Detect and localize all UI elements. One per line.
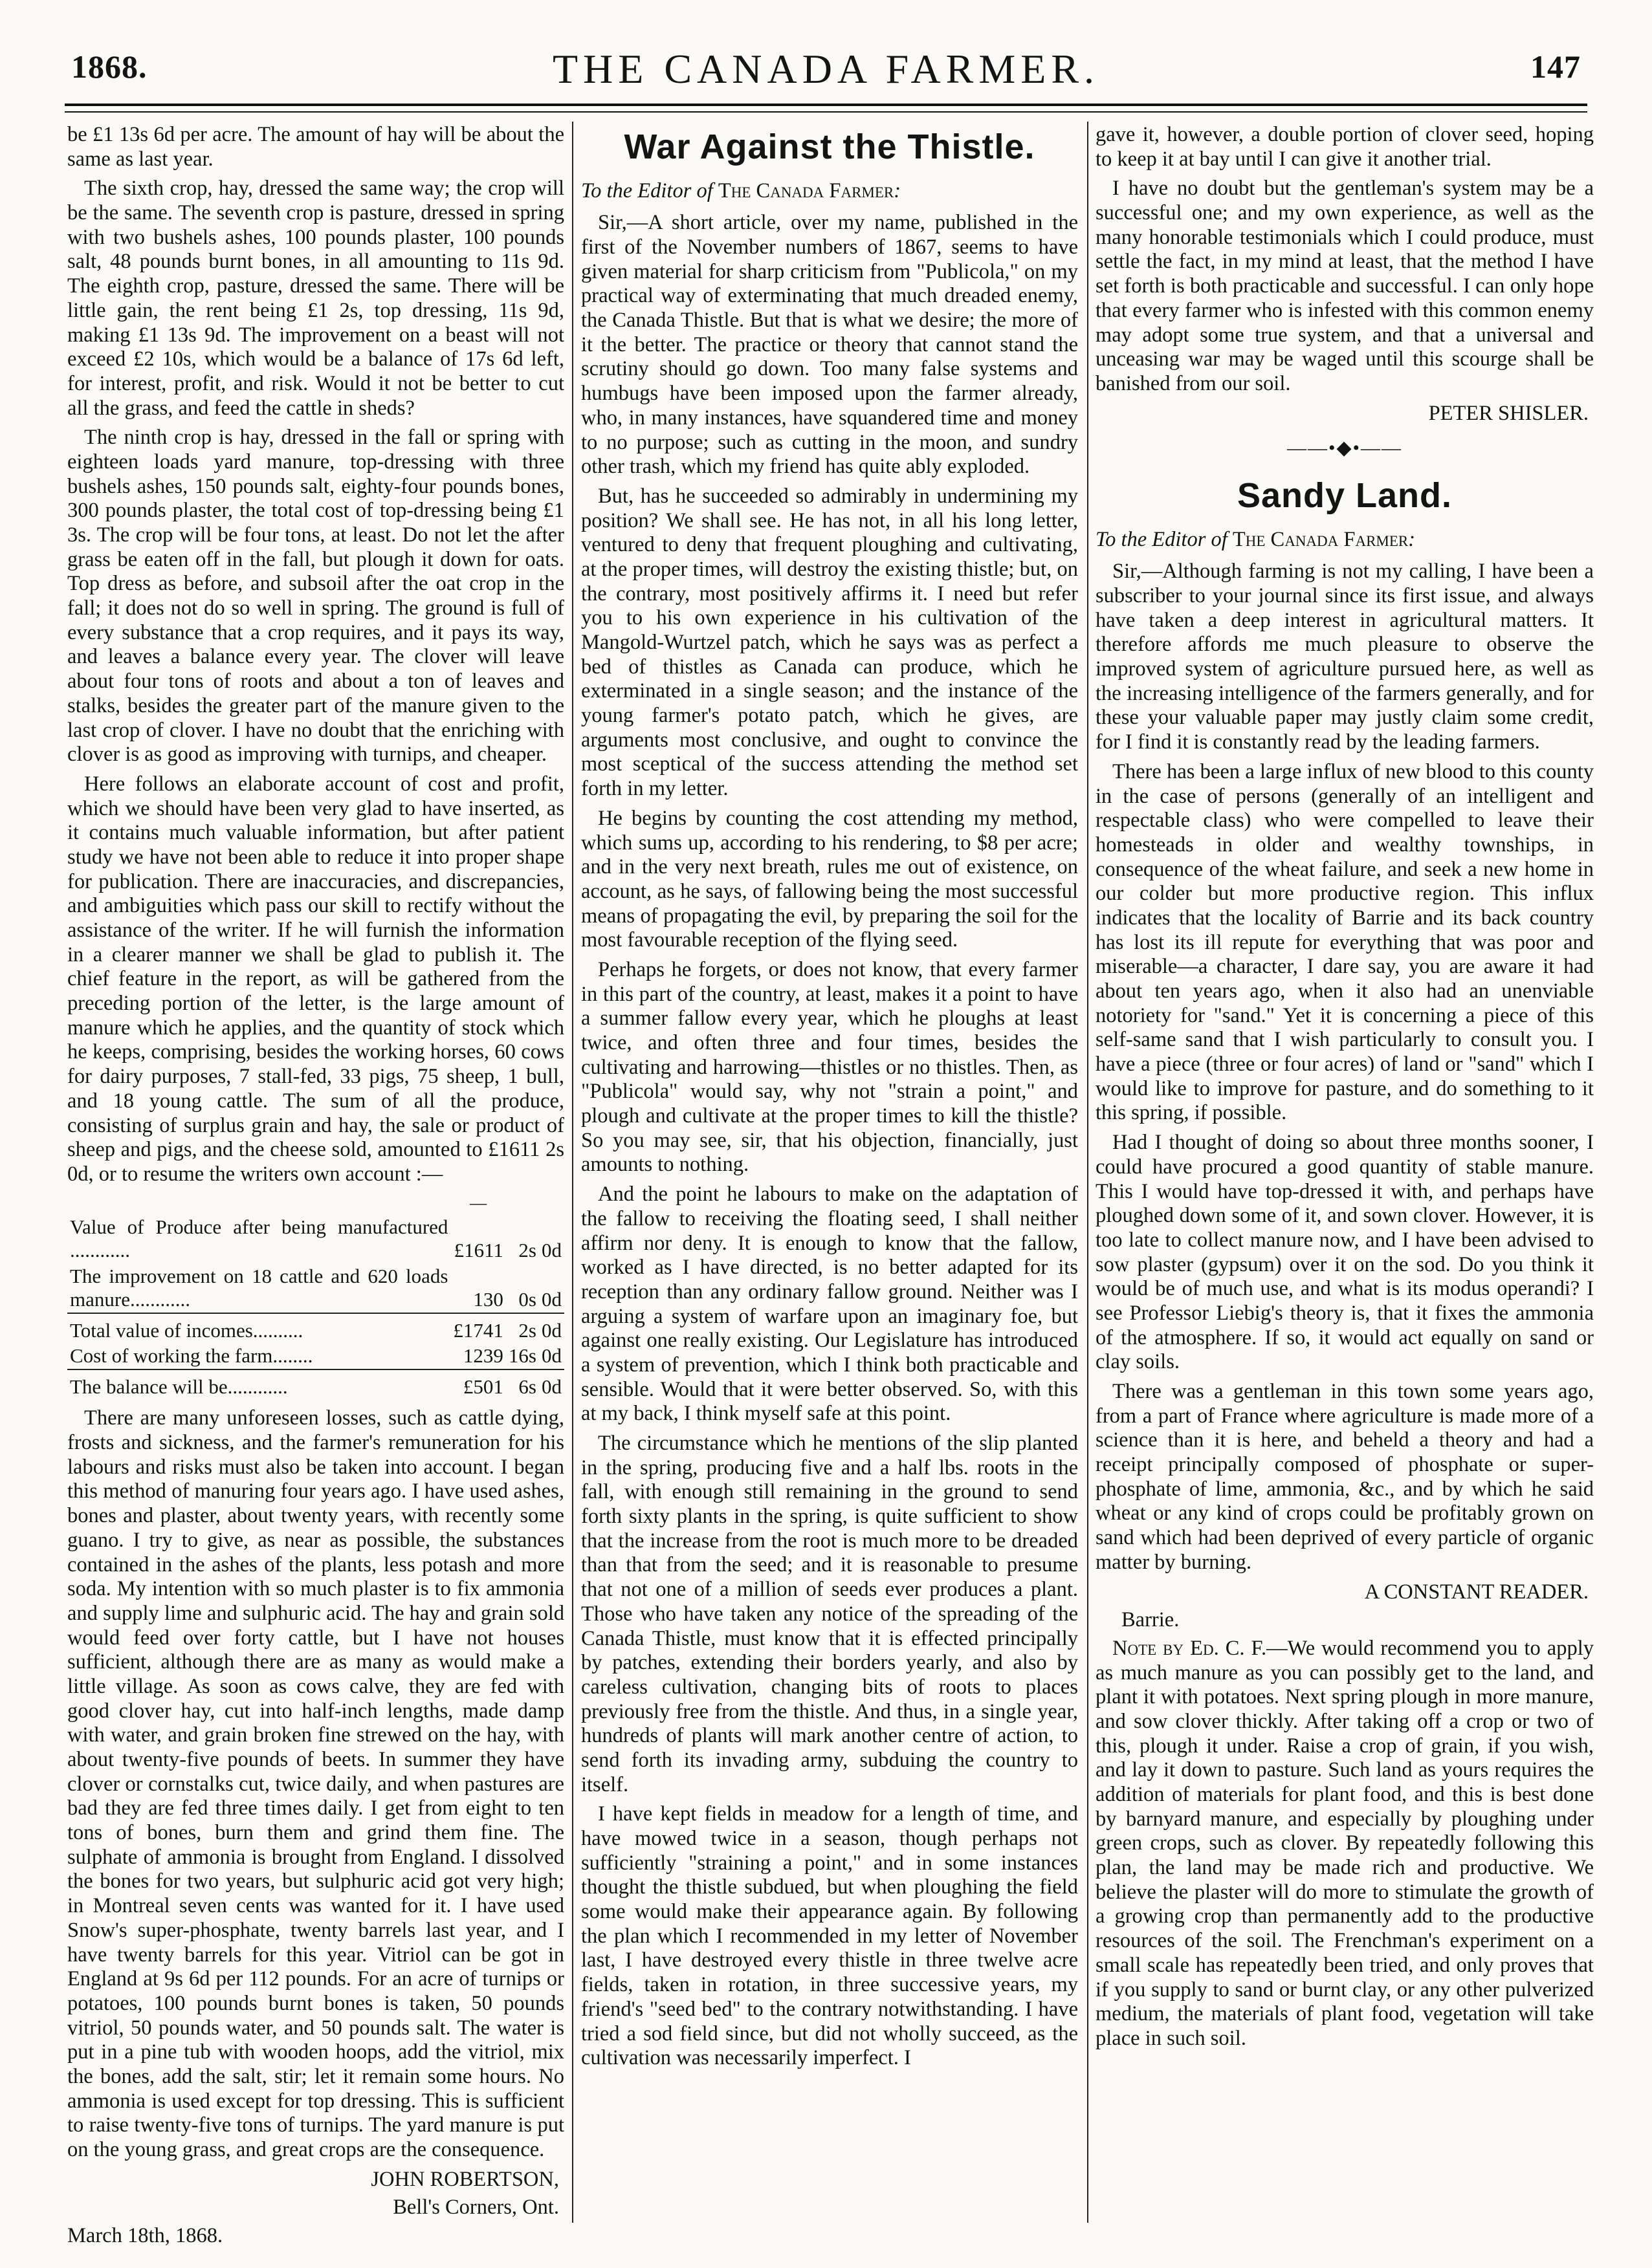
paragraph: Sir,—A short article, over my name, published in the first of the November numbers of 1867, seems to have given material for sharp criticism from "Publicola," on my practical way of exterminating that much dreaded enemy, the Canada Thistle. But that is what we desire; the more of it the better. The practice or theory that cannot stand the scrutiny should go down. Too many false systems and humbugs have been imposed upon the farmer already, who, in many instances, have squandered time and money to no purpose; such as cutting in the moon, and sundry other trash, which my friend has quite ably exploded.	[581, 211, 1078, 479]
paragraph: I have no doubt but the gentleman's system may be a successful one; and my own experience, as well as the many honorable testimonials which I could produce, must settle the fact, in my mind at least, that the method I have set forth is both practicable and successful. I can only hope that every farmer who is infested with this common enemy may adopt some true system, and that a universal and unceasing war may be waged until this scourge shall be banished from our soil.	[1096, 177, 1594, 395]
paragraph: Sir,—Although farming is not my calling, I have been a subscriber to your journal since its first issue, and always have taken a deep interest in agricultural matters. It therefore affords me much pleasure to observe the improved system of agriculture pursued here, as well as the increasing intelligence of the farmers generally, and for these your valuable paper may justly claim some credit, for I find it is constantly read by the leading farmers.	[1096, 560, 1594, 754]
row-label: The balance will be............	[67, 1369, 450, 1400]
shillings-cell: 2s	[506, 1313, 539, 1344]
paper-name: The Canada Farmer	[1232, 527, 1409, 551]
column-divider	[1087, 122, 1088, 2223]
column-2	[581, 123, 1078, 2229]
paragraph: And the point he labours to make on the adaptation of the fallow to receiving the floating seed, I shall neither affirm nor deny. It is enough to know that the fallow, worked as I have directed, is no better adapted for its reception than any ordinary fallow ground. Neither was I arguing a system of warfare upon an imaginary foe, but against one really existing. Our Legislature has introduced a system of prevention, which I think both practicable and sensible. Would that it were better observed. So, with this at my back, I think myself safe at this point.	[581, 1183, 1078, 1426]
issue-year: 1868.	[71, 49, 148, 85]
paragraph: He begins by counting the cost attending my method, which sums up, according to his rendering, to $8 per acre; and in the very next breath, rules me out of existence, on account, as he says, of fallowing being the most successful means of propagating the evil, by preparing the soil for the most favourable reception of the flying seed.	[581, 806, 1078, 952]
masthead	[65, 45, 1587, 97]
paper-name: The Canada Farmer	[718, 179, 894, 202]
column-divider	[572, 122, 573, 2223]
salutation-suffix: :	[1408, 527, 1416, 551]
note-text: —We would recommend you to apply as much manure as you can possibly get to the land, and plant it with potatoes. Next spring plough in more manure, and sow clover thickly. After taking off a crop or two of this, plough it under. Raise a crop of grain, if you wish, and lay it down to pasture. Such land as yours requires the addition of materials for plant food, and this is best done by barnyard manure, and especially by ploughing under green crops, such as clover. By repeatedly following this plan, the land may be made rich and productive. We believe the plaster will do more to stimulate the growth of a growing crop than permanently add to the productive resources of the soil. The Frenchman's experiment on a small scale has repeatedly been tried, and only proves that if you supply to sand or burnt clay, or any other pulverized medium, the materials of plant food, vegetation will take place in such soil.	[1096, 1636, 1594, 2050]
column-1	[67, 123, 564, 2248]
shillings-cell: 2s	[518, 1238, 536, 1261]
note-label: Note by Ed. C. F.	[1112, 1636, 1267, 1660]
signature: PETER SHISLER.	[1428, 401, 1589, 425]
account-table	[67, 1192, 564, 1401]
column-3	[1096, 123, 1594, 2229]
paragraph: I have kept fields in meadow for a length of time, and have mowed twice in a season, though perhaps not sufficiently "straining a point," and in some instances thought the thistle subdued, but when ploughing the field some would make their appearance again. By following the plan which I recommended in my letter of November last, I have destroyed every thistle in three twelve acre fields, taken in rotation, in three successive years, my friend's "seed bed" to the contrary notwithstanding. I have tried a sod field since, but did not wholly succeed, as the cultivation was necessarily imperfect. I	[581, 1802, 1078, 2070]
pence-cell: 0d	[542, 1238, 562, 1261]
table-row	[67, 1263, 564, 1313]
pounds-cell: 1239	[463, 1344, 503, 1368]
paragraph: be £1 13s 6d per acre. The amount of hay will be about the same as last year.	[67, 123, 564, 171]
paragraph: There was a gentleman in this town some years ago, from a part of France where agriculture is made more of a science than it is here, and beheld a theory and had a receipt principally composed of phosphate or super-phosphate of lime, ammonia, &c., and by which he said wheat or any kind of crops could be profitably grown on sand which had been deprived of every particle of organic matter by burning.	[1096, 1380, 1594, 1574]
shillings-cell: 16s	[508, 1344, 536, 1368]
paragraph: The ninth crop is hay, dressed in the fall or spring with eighteen loads yard manure, top-dressing with three bushels ashes, 150 pounds salt, eighty-four pounds bones, 300 pounds plaster, the total cost of top-dressing being £1 3s. The crop will be four tons, at least. Do not let the after grass be eaten off in the fall, but plough it down for oats. Top dress as before, and subsoil after the oat crop in the fall; it does not do so well in spring. The ground is full of every substance that a crop requires, and it pays its way, and leaves a balance every year. The clover will leave about four tons of roots and about a ton of leaves and stalks, besides the greater part of the manure given to the last crop of clover. I have no doubt that the enriching with clover is as good as improving with turnips, and cheaper.	[67, 426, 564, 767]
shillings-cell: 6s	[506, 1369, 539, 1400]
signature-place: Barrie.	[1121, 1608, 1180, 1632]
pence-cell: 0d	[542, 1287, 562, 1311]
salutation-suffix: :	[894, 179, 901, 202]
salutation-prefix: To the Editor of	[1096, 527, 1228, 551]
paragraph: The sixth crop, hay, dressed the same way; the crop will be the same. The seventh crop is pasture, dressed in spring with two bushels ashes, 100 pounds plaster, 100 pounds salt, 48 pounds burnt bones, in all amounting to 11s 9d. The eighth crop, pasture, dressed the same. There will be little gain, the rent being £1 2s, top dressing, 11s 9d, making £1 13s 9d. The improvement on a beast will not exceed £2 10s, which would be a balance of 17s 6d left, for interest, profit, and risk. Would it not be better to cut all the grass, and feed the cattle in sheds?	[67, 177, 564, 420]
paragraph: But, has he succeeded so admirably in undermining my position? We shall see. He has not, in all his long letter, ventured to deny that frequent ploughing and cultivating, at the proper times, will destroy the existing thistle; but, on the contrary, most positively affirms it. I need but refer you to his own experience in his cultivation of the Mangold-Wurtzel patch, which he says was as perfect a bed of thistles as Canada can produce, which he exterminated in a single season; and the instance of the young farmer's potato patch, which he gives, are arguments most conclusive, and ought to convince the most sceptical of the success attending the method set forth in my letter.	[581, 484, 1078, 801]
newspaper-title: THE CANADA FARMER.	[552, 46, 1100, 92]
signature: JOHN ROBERTSON,	[371, 2167, 559, 2191]
article-heading: War Against the Thistle.	[624, 127, 1035, 166]
paragraph: There has been a large influx of new blood to this county in the case of persons (generally of an intelligent and respectable class) who were compelled to leave their homesteads in older and wealthy townships, in consequence of the wheat failure, and seek a new home in our colder but more productive region. This influx indicates that the locality of Barrie and its back country has lost its ill repute for everything that was poor and miserable—a character, I dare say, you are aware it had about ten years ago, when it also had an unenviable notoriety for "sand." Yet it is concerning a piece of this self-same sand that I wish particularly to consult you. I have a piece (three or four acres) of land or "sand" which I would like to improve for pasture, and do something to it this spring, if possible.	[1096, 759, 1594, 1125]
salutation-prefix: To the Editor of	[581, 179, 713, 202]
shillings-cell: 0s	[518, 1287, 536, 1311]
masthead-rule-thin	[65, 111, 1587, 113]
salutation	[1096, 528, 1594, 552]
pounds-cell: £1611	[454, 1238, 503, 1261]
paragraph: The circumstance which he mentions of the slip planted in the spring, producing five and a half lbs. roots in the fall, with enough still remaining in the ground to send forth sixty plants in the spring, is quite sufficient to show that the increase from the root is much more to be dreaded than that from the seed; and it is reasonable to presume that not one of a million of seeds ever produces a plant. Those who have taken any notice of the spreading of the Canada Thistle, must know that it is effected principally by patches, extending their borders yearly, and also by careless cultivation, changing bits of roots to places previously free from the thistle. And thus, in a single year, hundreds of plants will mark another centre of action, to send forth its invading army, subduing the country to itself.	[581, 1432, 1078, 1796]
paragraph: Perhaps he forgets, or does not know, that every farmer in this part of the country, at least, makes it a point to have a summer fallow every year, which he ploughs at least twice, and often three and four times, besides the cultivating and harrowing—thistles or no thistles. Then, as "Publicola" would say, why not "strain a point," and plough and cultivate at the proper times to kill the thistle? So you may see, sir, that his objection, financially, just amounts to nothing.	[581, 957, 1078, 1177]
page-number: 147	[1530, 49, 1581, 85]
pence-cell: 0d	[542, 1344, 562, 1368]
paragraph: Had I thought of doing so about three months sooner, I could have procured a good quantity of stable manure. This I would have top-dressed it with, and perhaps have ploughed down some of it, and sown clover. However, it is too late to collect manure now, and I have been advised to sow plaster (gypsum) over it on the sod. Do you think it would be of much use, and what is its modus operandi? I see Professor Liebig's theory is, that it fixes the ammonia of the atmosphere. If so, it would act equally on sand or clay soils.	[1096, 1131, 1594, 1374]
pounds-cell: 130	[473, 1287, 503, 1311]
article-heading: Sandy Land.	[1237, 476, 1453, 516]
table-row	[67, 1313, 564, 1344]
pence-cell: 0d	[539, 1369, 564, 1400]
salutation	[581, 179, 1078, 204]
masthead-rule	[65, 104, 1587, 106]
editor-note	[1096, 1637, 1594, 2051]
row-label: Cost of working the farm........	[70, 1344, 313, 1368]
unit-mark: —	[470, 1193, 487, 1212]
pounds-cell: £1741	[450, 1313, 506, 1344]
table-row	[67, 1192, 564, 1214]
letter-date: March 18th, 1868.	[67, 2224, 223, 2248]
paragraph: Here follows an elaborate account of cost and profit, which we should have been very glad to have inserted, as it contains much valuable information, but after patient study we have not been able to reduce it into proper shape for publication. There are inaccuracies, and discrepancies, and ambiguities which pass our skill to rectify without the assistance of the writer. If he will furnish the information in a clearer manner we shall be glad to publish it. The chief feature in the report, as will be gathered from the preceding portion of the letter, is the large amount of manure which he applies, and the quantity of stock which he keeps, comprising, besides the working horses, 60 cows for dairy purposes, 7 stall-fed, 33 pigs, 75 sheep, 1 bull, and 18 young cattle. The sum of all the produce, consisting of surplus grain and hay, the sale or product of sheep and pigs, and the cheese sold, amounted to £1611 2s 0d, or to resume the writers own account :—	[67, 772, 564, 1186]
signature: A CONSTANT READER.	[1364, 1580, 1589, 1604]
row-label: Total value of incomes..........	[67, 1313, 450, 1344]
row-label: Value of Produce after being manufactured ............	[70, 1215, 448, 1261]
table-row	[67, 1214, 564, 1263]
pence-cell: 0d	[539, 1313, 564, 1344]
table-row	[67, 1369, 564, 1400]
paragraph: gave it, however, a double portion of clover seed, hoping to keep it at bay until I can give it another trial.	[1096, 123, 1594, 171]
row-label: The improvement on 18 cattle and 620 loads manure............	[70, 1264, 448, 1311]
paragraph: There are many unforeseen losses, such as cattle dying, frosts and sickness, and the farmer's remuneration for his labours and risks must also be taken into account. I began this method of manuring four years ago. I have used ashes, bones and plaster, about twenty years, with recently some guano. I try to give, as near as possible, the substances contained in the ashes of the plants, less potash and more soda. My intention with so much plaster is to fix ammonia and supply lime and sulphuric acid. The hay and grain sold would feed over forty cattle, but I have not houses sufficient, although there are as many as would make a little village. As soon as cows calve, they are fed with good clover hay, cut into half-inch lengths, made damp with water, and grain broken fine strewed on the hay, with about twenty-five pounds of beets. In summer they have clover or cornstalks cut, twice daily, and when pastures are bad they are fed three times daily. I get from eight to ten tons of bones, burn them and grind them fine. The sulphate of ammonia is brought from England. I dissolved the bones for two years, but sulphuric acid got very high; in Montreal seven cents was wanted for it. I have used Snow's super-phosphate, twenty barrels last year, and I have twenty barrels for this year. Vitriol can be got in England at 9s 6d per 112 pounds. For an acre of turnips or potatoes, 100 pounds burnt bones is taken, 50 pounds vitriol, 50 pounds water, and 50 pounds salt. The water is put in a pine tub with wooden hoops, add the vitriol, mix the bones, add the salt, stir; let it remain some hours. No ammonia is used except for top dressing. This is sufficient to raise twenty-five tons of turnips. The yard manure is put on the young grass, and great crops are the consequence.	[67, 1406, 564, 2162]
table-row	[67, 1343, 564, 1369]
pounds-cell: £501	[450, 1369, 506, 1400]
section-separator: ——•◆•——	[1286, 437, 1403, 459]
signature-place: Bell's Corners, Ont.	[393, 2196, 559, 2219]
